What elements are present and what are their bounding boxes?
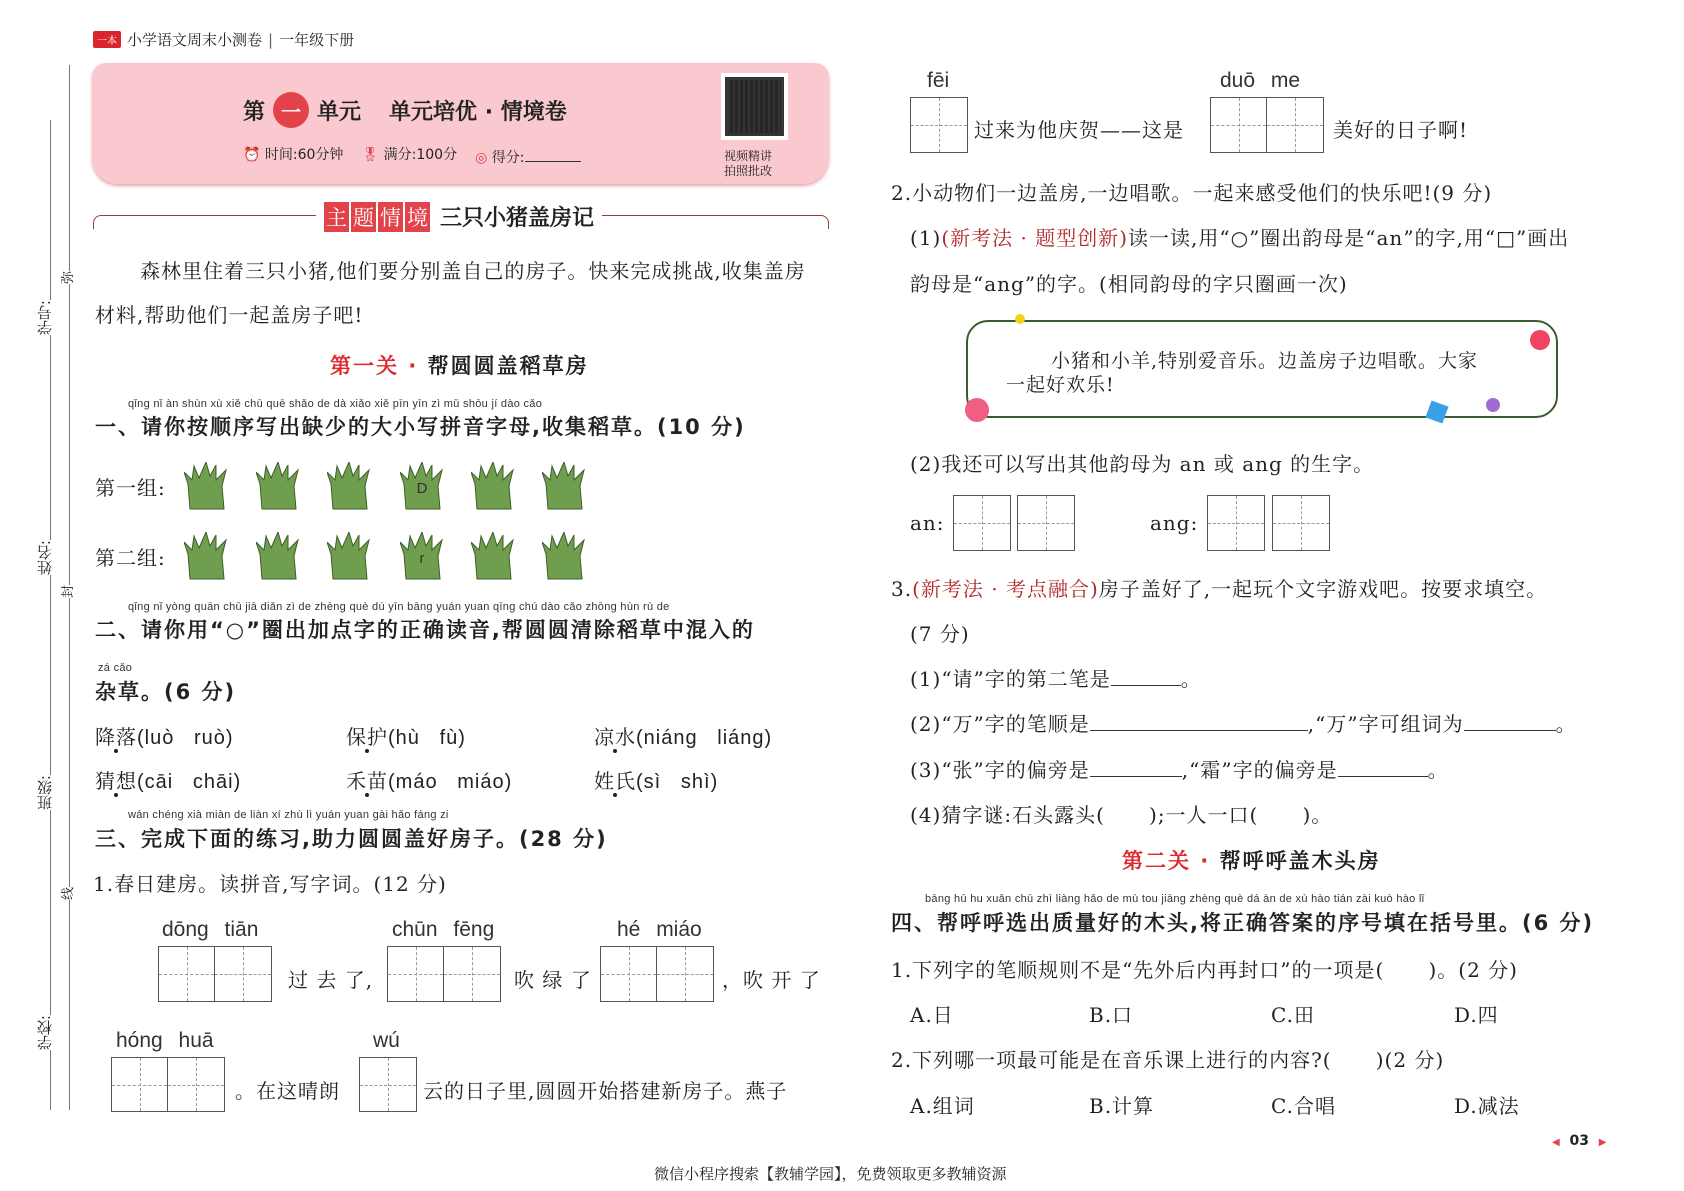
full-score-info: 🎖 满分:100分: [361, 147, 458, 163]
text-yundrizi: 云的日子里,圆圆开始搭建新房子。燕子: [423, 1079, 788, 1103]
q3-2-title: 2.小动物们一边盖房,一边唱歌。一起来感受他们的快乐吧!(9 分): [891, 181, 1493, 205]
q3-2-part1-line2: 韵母是“ang”的字。(相同韵母的字只圈画一次): [910, 272, 1348, 296]
q3-3-item3: (3)“张”字的偏旁是 ,“霜”字的偏旁是 。: [910, 758, 1449, 782]
poem-line-2: 一起好欢乐!: [1006, 374, 1115, 396]
prev-arrow-icon: ◀: [1552, 1137, 1560, 1148]
text-chuikaile: ，吹 开 了: [722, 968, 821, 992]
page-number: ◀ 03 ▶: [1552, 1133, 1607, 1149]
answer-box-duome[interactable]: [1210, 97, 1324, 153]
intro-line-2: 材料,帮助他们一起盖房子吧!: [95, 303, 364, 327]
blank[interactable]: [1111, 668, 1181, 686]
q2-title-2: 杂草。(6 分): [95, 680, 237, 704]
field-class[interactable]: 班级:: [36, 775, 54, 811]
target-icon: ◎: [475, 150, 488, 166]
decor-dot-yellow: [1015, 314, 1025, 324]
q4-q1-option-a[interactable]: A.日: [910, 1003, 954, 1027]
answer-box-hemiao[interactable]: [600, 946, 714, 1002]
qr-caption-1: 视频精讲: [724, 149, 773, 163]
grass-answer-slot[interactable]: [256, 532, 300, 580]
pinyin-hemiao: hé miáo: [617, 918, 702, 941]
q4-q2-option-d[interactable]: D.减法: [1454, 1094, 1520, 1118]
level-1-heading: 第一关 · 帮圆圆盖稻草房: [330, 354, 589, 378]
grass-answer-slot[interactable]: [327, 462, 371, 510]
next-arrow-icon: ▶: [1598, 1137, 1607, 1148]
q3-2-part1: (1)(新考法 · 题型创新)读一读,用“○”圈出韵母是“an”的字,用“□”画出: [910, 226, 1570, 250]
grass-answer-slot[interactable]: r: [400, 532, 444, 580]
grass-answer-slot[interactable]: [256, 462, 300, 510]
q1-title: 一、请你按顺序写出缺少的大小写拼音字母,收集稻草。(10 分): [95, 415, 746, 439]
field-name[interactable]: 姓名:: [36, 540, 54, 576]
pinyin-chunfeng: chūn fēng: [392, 918, 495, 941]
grass-answer-slot[interactable]: [471, 462, 515, 510]
q4-title: 四、帮呼呼选出质量好的木头,将正确答案的序号填在括号里。(6 分): [891, 911, 1595, 935]
ang-label: ang:: [1150, 511, 1199, 535]
title-unit: 单元: [317, 99, 362, 125]
theme-heading: [316, 201, 602, 232]
decor-dot-purple: [1486, 398, 1500, 412]
q3-2-part2: (2)我还可以写出其他韵母为 an 或 ang 的生字。: [910, 452, 1375, 476]
pinyin-wu: wú: [373, 1029, 400, 1052]
ang-box-2[interactable]: [1272, 495, 1330, 551]
margin-line-outer: [50, 120, 51, 1110]
q2-title: 二、请你用“○”圈出加点字的正确读音,帮圆圆清除稻草中混入的: [95, 618, 755, 642]
q4-q2-option-b[interactable]: B.计算: [1089, 1094, 1155, 1118]
intro-line-1: 森林里住着三只小猪,他们要分别盖自己的房子。快来完成挑战,收集盖房: [140, 259, 806, 283]
answer-box-chunfeng[interactable]: [387, 946, 501, 1002]
q4-q2: 2.下列哪一项最可能是在音乐课上进行的内容?( )(2 分): [891, 1048, 1445, 1072]
q4-q2-option-a[interactable]: A.组词: [910, 1094, 975, 1118]
blank[interactable]: [1090, 759, 1182, 777]
pronunciation-option[interactable]: 禾苗(máo miáo): [346, 769, 513, 793]
unit-title: [243, 92, 567, 128]
q3-pinyin: wán chéng xià miàn de liàn xí zhù lì yuán yuan gài hǎo fáng zi: [128, 809, 449, 821]
q4-q1-option-c[interactable]: C.田: [1271, 1003, 1315, 1027]
blank[interactable]: [1090, 713, 1308, 731]
ang-box-1[interactable]: [1207, 495, 1265, 551]
theme-title: 三只小猪盖房记: [440, 206, 595, 231]
answer-box-honghua[interactable]: [111, 1057, 225, 1112]
grass-answer-slot[interactable]: [471, 532, 515, 580]
clock-icon: ⏰: [243, 147, 261, 163]
grass-answer-slot[interactable]: [184, 532, 228, 580]
q2-pinyin-2: zá cǎo: [98, 662, 133, 674]
answer-box-fei[interactable]: [910, 97, 968, 153]
time-info: ⏰ 时间:60分钟: [243, 147, 344, 163]
q4-q1: 1.下列字的笔顺规则不是“先外后内再封口”的一项是( )。(2 分): [891, 958, 1518, 982]
qr-code[interactable]: [721, 73, 788, 140]
pronunciation-option[interactable]: 保护(hù fù): [346, 725, 466, 749]
grass-answer-slot[interactable]: [542, 532, 586, 580]
q3-sub1: 1.春日建房。读拼音,写字词。(12 分): [93, 872, 447, 896]
q3-3-item4: (4)猜字谜:石头露头( );一人一口( )。: [910, 803, 1333, 827]
publisher-logo: 一本: [93, 31, 121, 48]
grass-answer-slot[interactable]: D: [400, 462, 444, 510]
blank[interactable]: [1338, 759, 1428, 777]
title-prefix: 第: [243, 99, 266, 125]
blank[interactable]: [1464, 713, 1556, 731]
q4-q2-option-c[interactable]: C.合唱: [1271, 1094, 1336, 1118]
text-qinghe: 过来为他庆贺——这是: [974, 118, 1184, 142]
new-format-tag: (新考法 · 题型创新): [941, 226, 1129, 250]
grass-answer-slot[interactable]: [542, 462, 586, 510]
q1-pinyin: qǐng nǐ àn shùn xù xiě chū quē shǎo de dà xiǎo xiě pīn yīn zì mǔ shōu jí dào cǎo: [128, 398, 543, 410]
group1-label: 第一组:: [95, 476, 166, 500]
grade-label: 一年级下册: [279, 31, 355, 49]
poem-line-1: 小猪和小羊,特别爱音乐。边盖房子边唱歌。大家: [1051, 350, 1479, 372]
answer-box-dongtian[interactable]: [158, 946, 272, 1002]
theme-tag-char: 主: [324, 202, 349, 232]
q4-q1-option-b[interactable]: B.口: [1089, 1003, 1134, 1027]
seal-char-2: 封: [57, 585, 76, 598]
field-school[interactable]: 学校:: [36, 1015, 54, 1051]
pronunciation-option[interactable]: 降落(luò ruò): [95, 725, 234, 749]
decor-dot-pink: [965, 398, 989, 422]
q3-3-item2: (2)“万”字的笔顺是 ,“万”字可组词为 。: [910, 712, 1577, 736]
q3-3-title: 3.(新考法 · 考点融合)房子盖好了,一起玩个文字游戏吧。按要求填空。: [891, 577, 1548, 601]
an-box-2[interactable]: [1017, 495, 1075, 551]
separator: |: [268, 30, 274, 49]
q3-3-item1: (1)“请”字的第二笔是 。: [910, 667, 1202, 691]
q4-pinyin: bāng hū hu xuǎn chū zhì liàng hǎo de mù tou jiāng zhèng què dá àn de xù hào tián zài kuò hào lǐ: [925, 893, 1425, 905]
an-box-1[interactable]: [953, 495, 1011, 551]
title-subtitle: 单元培优 · 情境卷: [389, 99, 567, 125]
pinyin-duome: duō me: [1220, 69, 1301, 92]
text-chuilvle: 吹 绿 了: [514, 968, 592, 992]
unit-number-badge: 一: [273, 92, 309, 128]
theme-tag-char: 境: [405, 202, 430, 232]
q2-pinyin: qǐng nǐ yòng quān chū jiā diǎn zì de zhèng què dú yīn bāng yuán yuan qīng chú dào cǎo zhōng hùn rù de: [128, 601, 670, 613]
seal-char-1: 弥: [57, 271, 76, 284]
pinyin-dongtian: dōng tiān: [162, 918, 259, 941]
exam-info: [243, 144, 581, 167]
pronunciation-option[interactable]: 猜想(cāi chāi): [95, 769, 242, 793]
series-title: 小学语文周末小测卷: [127, 31, 263, 49]
text-guoqule: 过 去 了,: [288, 968, 374, 992]
pinyin-honghua: hóng huā: [116, 1029, 214, 1052]
pinyin-fei: fēi: [927, 69, 950, 92]
grass-answer-slot[interactable]: [184, 462, 228, 510]
medal-icon: 🎖: [361, 147, 380, 163]
text-meihao: 美好的日子啊!: [1333, 118, 1469, 142]
qr-caption-2: 拍照批改: [724, 164, 773, 178]
q3-title: 三、完成下面的练习,助力圆圆盖好房子。(28 分): [95, 827, 608, 851]
pronunciation-option[interactable]: 姓氏(sì shì): [594, 769, 719, 793]
field-student-id[interactable]: 学号:: [36, 300, 54, 336]
text-qinglang: 。在这晴朗: [235, 1079, 340, 1103]
q4-q1-option-d[interactable]: D.四: [1454, 1003, 1499, 1027]
footer-note: 微信小程序搜索【教辅学园】，免费领取更多教辅资源: [654, 1165, 1007, 1183]
theme-tag-char: 情: [378, 202, 403, 232]
score-info[interactable]: ◎ 得分:: [475, 144, 580, 167]
series-header: [93, 29, 354, 50]
level-2-heading: 第二关 · 帮呼呼盖木头房: [1122, 849, 1381, 873]
seal-char-3: 线: [57, 887, 76, 900]
new-format-tag: (新考法 · 考点融合): [912, 577, 1099, 601]
pronunciation-option[interactable]: 凉水(niáng liáng): [594, 725, 773, 749]
group2-label: 第二组:: [95, 546, 166, 570]
an-label: an:: [910, 511, 945, 535]
grass-answer-slot[interactable]: [327, 532, 371, 580]
answer-box-wu[interactable]: [359, 1057, 417, 1112]
decor-dot-red: [1530, 330, 1550, 350]
q3-3-score: (7 分): [910, 622, 970, 646]
theme-tag-char: 题: [351, 202, 376, 232]
